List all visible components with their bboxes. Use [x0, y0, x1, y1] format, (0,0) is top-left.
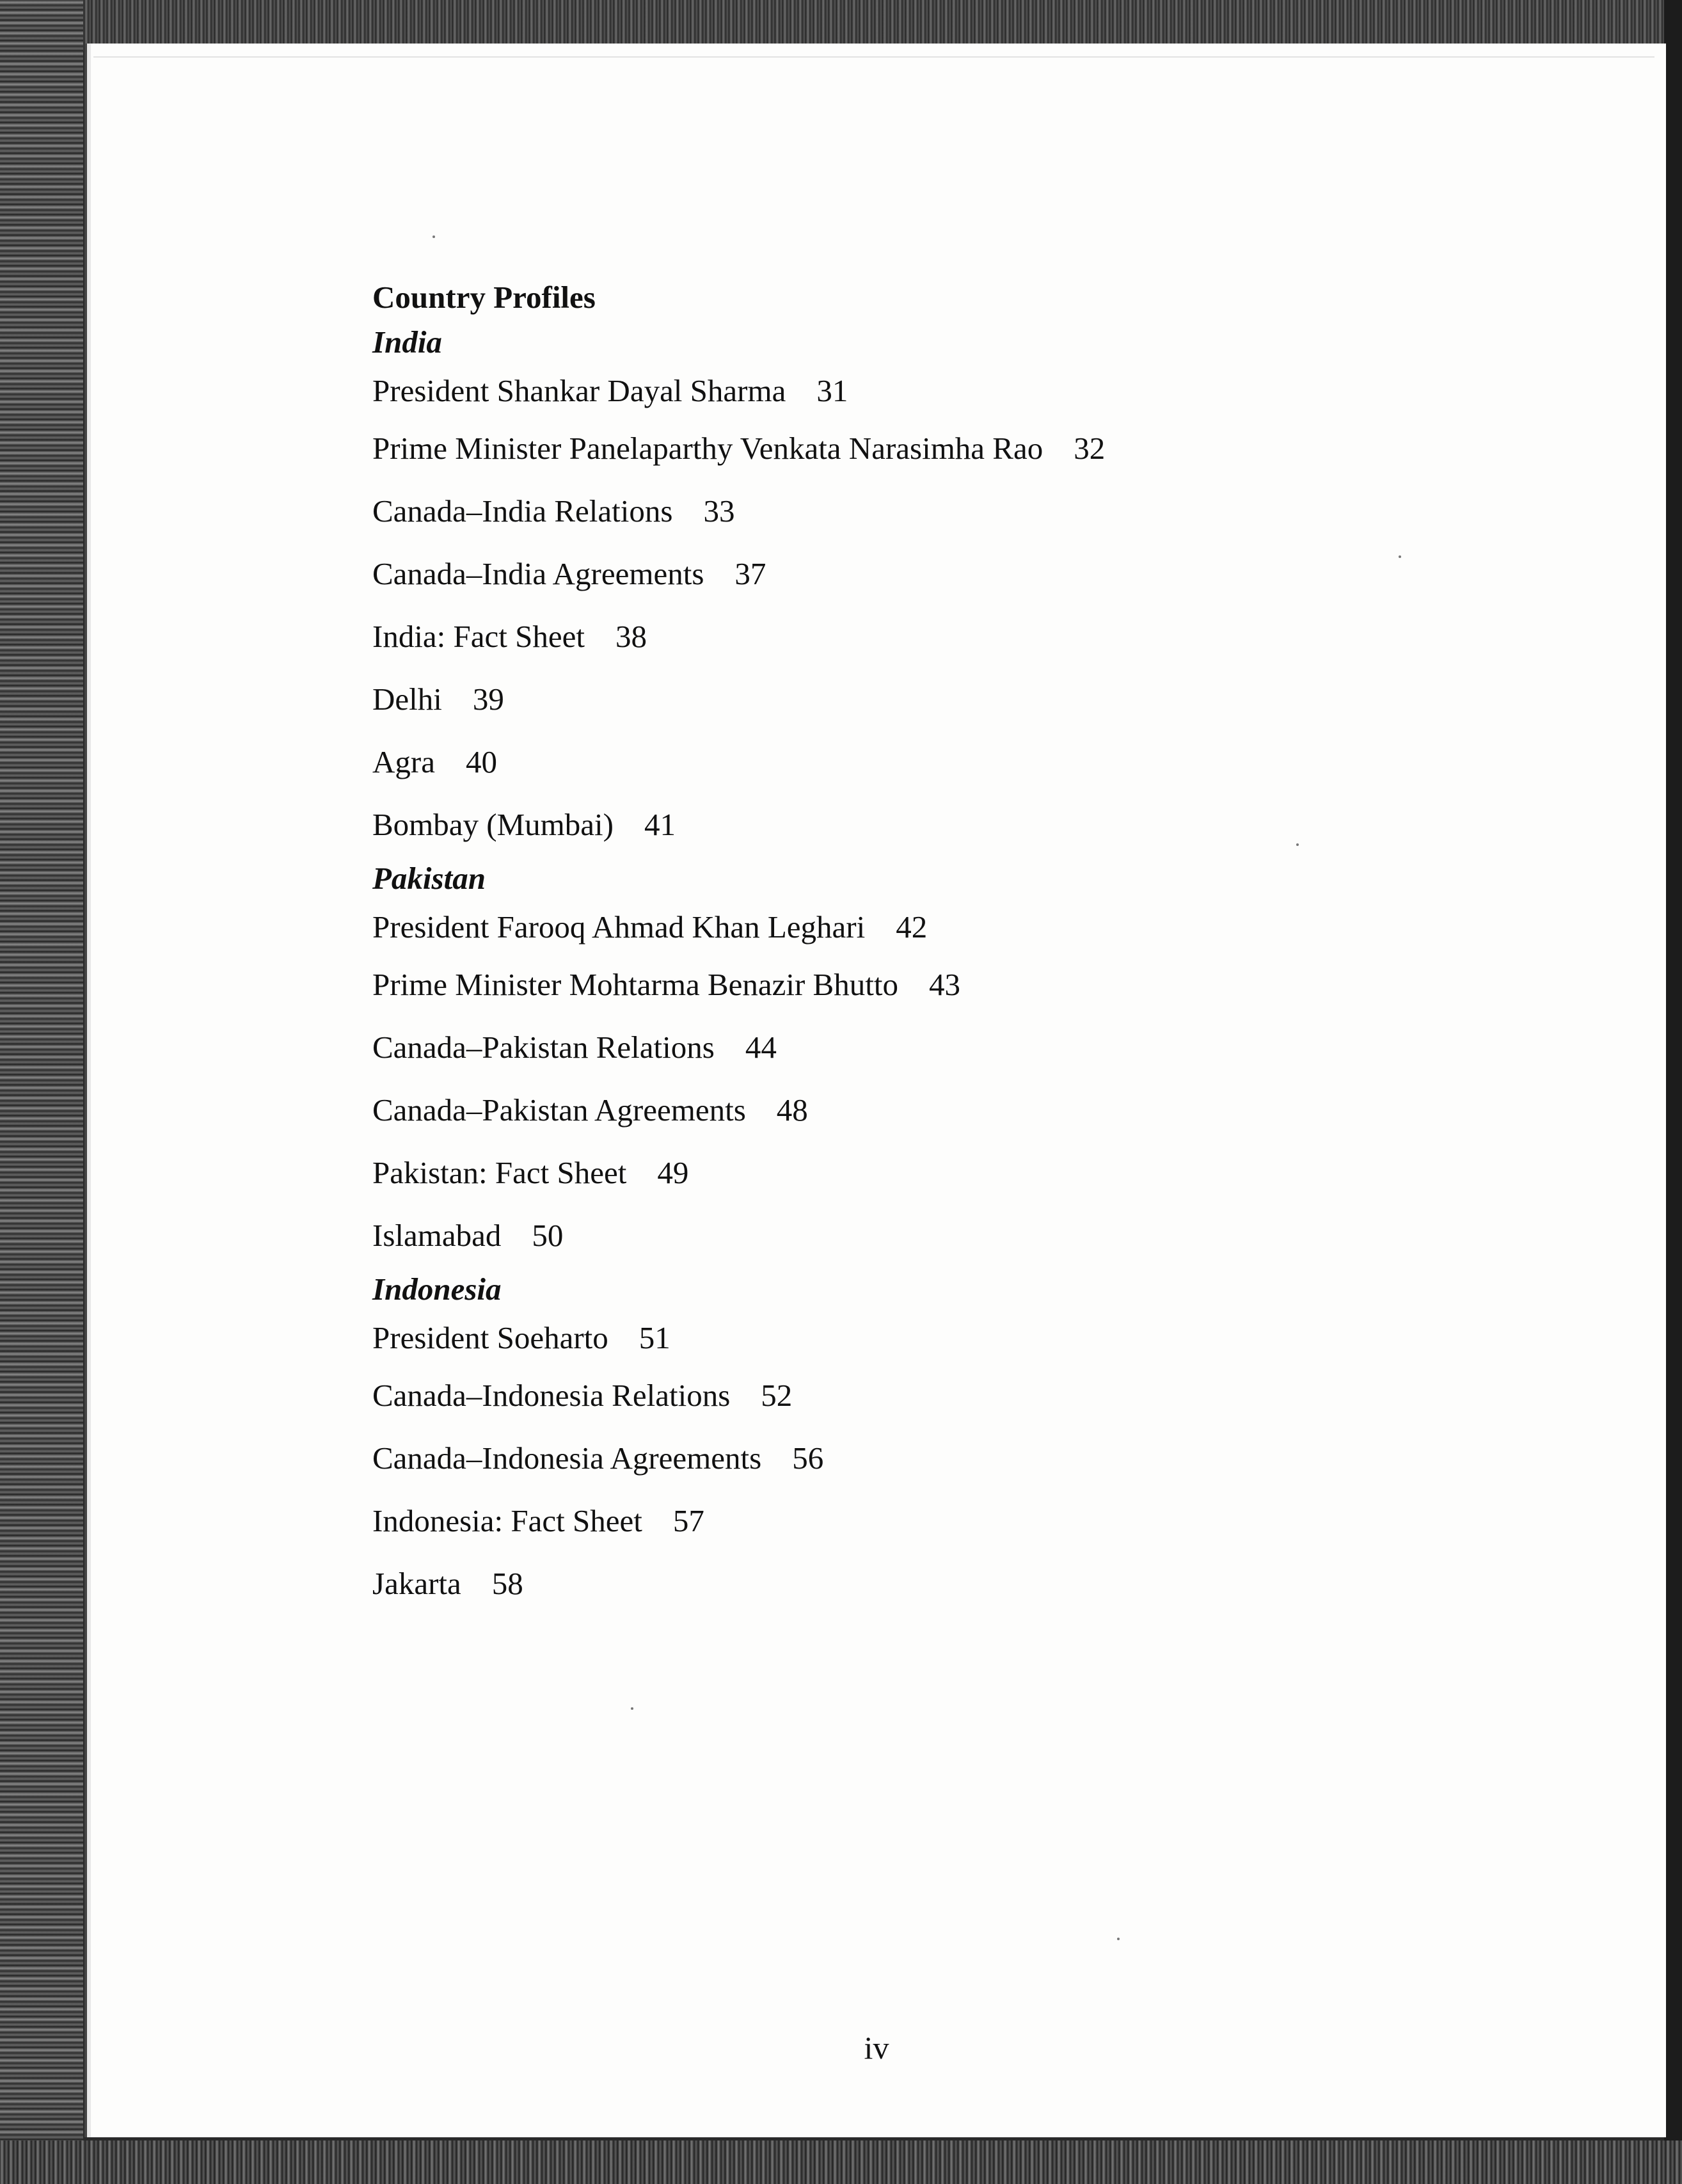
- toc-entry-title: Islamabad: [372, 1218, 502, 1253]
- toc-entry-page: 49: [657, 1155, 689, 1190]
- toc-entry-title: Canada–India Agreements: [372, 556, 704, 591]
- toc-entry-title: President Shankar Dayal Sharma: [372, 373, 786, 408]
- toc-entry-title: Jakarta: [372, 1566, 461, 1601]
- toc-entry-page: 43: [928, 967, 960, 1002]
- scan-speck: [1117, 1938, 1120, 1940]
- toc-entry: [372, 668, 1588, 731]
- toc-entry: [372, 1142, 1588, 1204]
- toc-entry-page: 56: [792, 1440, 824, 1476]
- toc-entry-page: 41: [644, 807, 676, 842]
- toc-entry-title: Prime Minister Mohtarma Benazir Bhutto: [372, 967, 898, 1002]
- scan-speck: [631, 1707, 633, 1710]
- toc-entry-title: Canada–Indonesia Relations: [372, 1378, 731, 1413]
- toc-entry: [372, 365, 1588, 417]
- toc-entry: [372, 1204, 1588, 1267]
- toc-entry: [372, 731, 1588, 793]
- toc-entry-page: 37: [734, 556, 766, 591]
- toc-entry-title: Canada–Pakistan Agreements: [372, 1092, 746, 1128]
- toc-entry: [372, 480, 1588, 543]
- toc-entry-title: Delhi: [372, 682, 442, 717]
- scan-border-right: [1664, 0, 1682, 2184]
- toc-entry: [372, 793, 1588, 856]
- toc-entry-page: 32: [1074, 431, 1106, 466]
- toc-entry-page: 50: [532, 1218, 564, 1253]
- toc-entry: [372, 1427, 1588, 1490]
- toc-entry: [372, 953, 1588, 1016]
- toc-entry-title: President Farooq Ahmad Khan Leghari: [372, 909, 866, 945]
- toc-entry-title: Pakistan: Fact Sheet: [372, 1155, 627, 1190]
- toc-entry-page: 44: [745, 1030, 777, 1065]
- toc-entry-page: 31: [816, 373, 848, 408]
- toc-heading: Country Profiles: [372, 280, 596, 315]
- toc-entry-title: President Soeharto: [372, 1320, 608, 1355]
- toc-entry-page: 52: [761, 1378, 793, 1413]
- toc-entry-title: Canada–Indonesia Agreements: [372, 1440, 762, 1476]
- toc-entry-page: 38: [615, 619, 647, 654]
- toc-entry: [372, 1364, 1588, 1427]
- toc-entry-title: Canada–Pakistan Relations: [372, 1030, 715, 1065]
- toc-entry-title: India: Fact Sheet: [372, 619, 585, 654]
- scan-border-left: [0, 0, 83, 2184]
- toc-country-heading: Indonesia: [372, 1271, 502, 1307]
- toc-entry: [372, 1552, 1588, 1615]
- toc-entry-page: 57: [672, 1503, 704, 1538]
- toc-entry-title: Bombay (Mumbai): [372, 807, 614, 842]
- toc-entry-title: Prime Minister Panelaparthy Venkata Narasimha Rao: [372, 431, 1043, 466]
- page-edge-line: [93, 56, 1654, 58]
- toc-entry: [372, 1016, 1588, 1079]
- toc-country-heading: Pakistan: [372, 861, 486, 896]
- toc-country-heading: India: [372, 324, 442, 360]
- toc-entry-page: 48: [776, 1092, 808, 1128]
- toc-entry-page: 42: [896, 909, 928, 945]
- page-number: iv: [864, 2030, 889, 2066]
- toc-entry: [372, 1312, 1588, 1364]
- toc-entry-page: 58: [491, 1566, 523, 1601]
- toc-entry-title: Agra: [372, 744, 435, 779]
- toc-entry-page: 51: [639, 1320, 670, 1355]
- document-page: [84, 44, 1666, 2137]
- scan-border-bottom: [0, 2140, 1682, 2184]
- toc-entry-title: Canada–India Relations: [372, 493, 673, 529]
- scan-speck: [432, 235, 435, 238]
- toc-entry-page: 39: [472, 682, 504, 717]
- toc-entry: [372, 1079, 1588, 1142]
- toc-entry: [372, 543, 1588, 605]
- toc-entry: [372, 901, 1588, 953]
- toc-entry: [372, 417, 1588, 480]
- toc-entry-page: 33: [703, 493, 735, 529]
- toc-entry-title: Indonesia: Fact Sheet: [372, 1503, 642, 1538]
- toc-entry-page: 40: [465, 744, 497, 779]
- toc-entry: [372, 605, 1588, 668]
- table-of-contents: [372, 275, 1588, 1615]
- toc-entry: [372, 1490, 1588, 1552]
